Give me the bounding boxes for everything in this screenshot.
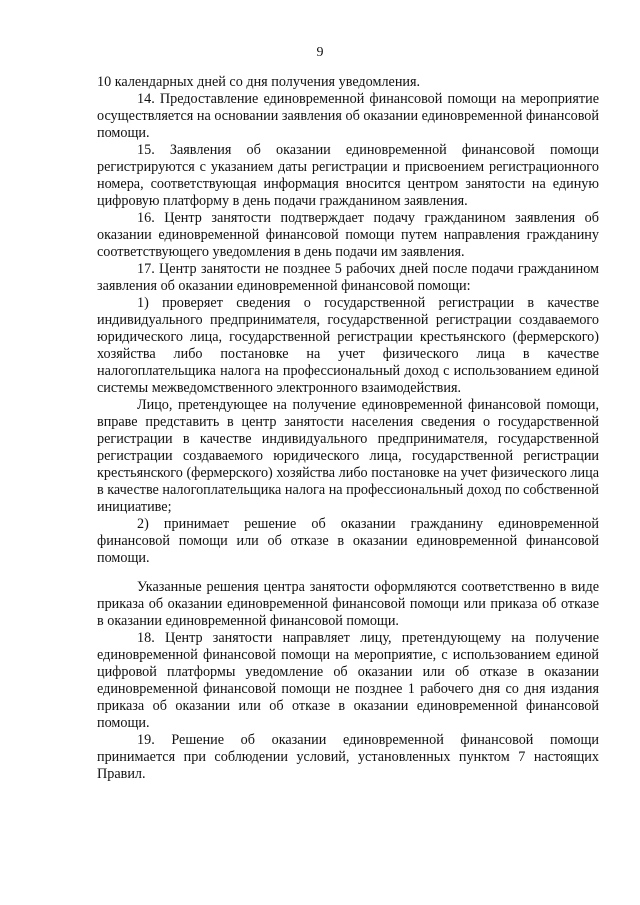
paragraph-subitem-1: 1) проверяет сведения о государственной регистрации в качестве индивидуального предпринимателя, государственной регистрации создаваемого юридического лица, государственной регистрации крестьянского (фермерского) хозяйства либо постановке на учет физического лица в качестве налогоплательщика налога на профессиональный доход с использованием единой системы межведомственного электронного взаимодействия. (97, 295, 599, 396)
document-body (97, 74, 599, 783)
paragraph-decision-form: Указанные решения центра занятости оформляются соответственно в виде приказа об оказании единовременной финансовой помощи или приказа об отказе в оказании единовременной финансовой помощи. (97, 579, 599, 629)
paragraph-item-15: 15. Заявления об оказании единовременной финансовой помощи регистрируются с указанием даты регистрации и присвоением регистрационного номера, соответствующая информация вносится центром занятости на единую цифровую платформу в день подачи гражданином заявления. (97, 142, 599, 209)
page-number: 9 (316, 45, 324, 60)
paragraph-item-19: 19. Решение об оказании единовременной финансовой помощи принимается при соблюдении условий, установленных пунктом 7 настоящих Правил. (97, 732, 599, 782)
paragraph-continuation: 10 календарных дней со дня получения уведомления. (97, 74, 421, 90)
paragraph-item-14: 14. Предоставление единовременной финансовой помощи на мероприятие осуществляется на основании заявления об оказании единовременной финансовой помощи. (97, 91, 599, 141)
paragraph-item-16: 16. Центр занятости подтверждает подачу гражданином заявления об оказании единовременной финансовой помощи путем направления гражданину соответствующего уведомления в день подачи им заявления. (97, 210, 599, 260)
paragraph-subitem-2: 2) принимает решение об оказании гражданину единовременной финансовой помощи или об отказе в оказании единовременной финансовой помощи. (97, 516, 599, 566)
paragraph-optional-submission: Лицо, претендующее на получение единовременной финансовой помощи, вправе представить в центр занятости населения сведения о государственной регистрации в качестве индивидуального предпринимателя, государственной регистрации создаваемого юридического лица, государственной регистрации крестьянского (фермерского) хозяйства либо постановке на учет физического лица в качестве налогоплательщика налога на профессиональный доход по собственной инициативе; (97, 397, 599, 515)
paragraph-item-18: 18. Центр занятости направляет лицу, претендующему на получение единовременной финансовой помощи на мероприятие, с использованием единой цифровой платформы уведомление об оказании или об отказе в оказании единовременной финансовой помощи не позднее 1 рабочего дня со дня издания приказа об оказании или об отказе в оказании единовременной финансовой помощи. (97, 630, 599, 731)
paragraph-item-17: 17. Центр занятости не позднее 5 рабочих дней после подачи гражданином заявления об оказании единовременной финансовой помощи: (97, 261, 599, 294)
